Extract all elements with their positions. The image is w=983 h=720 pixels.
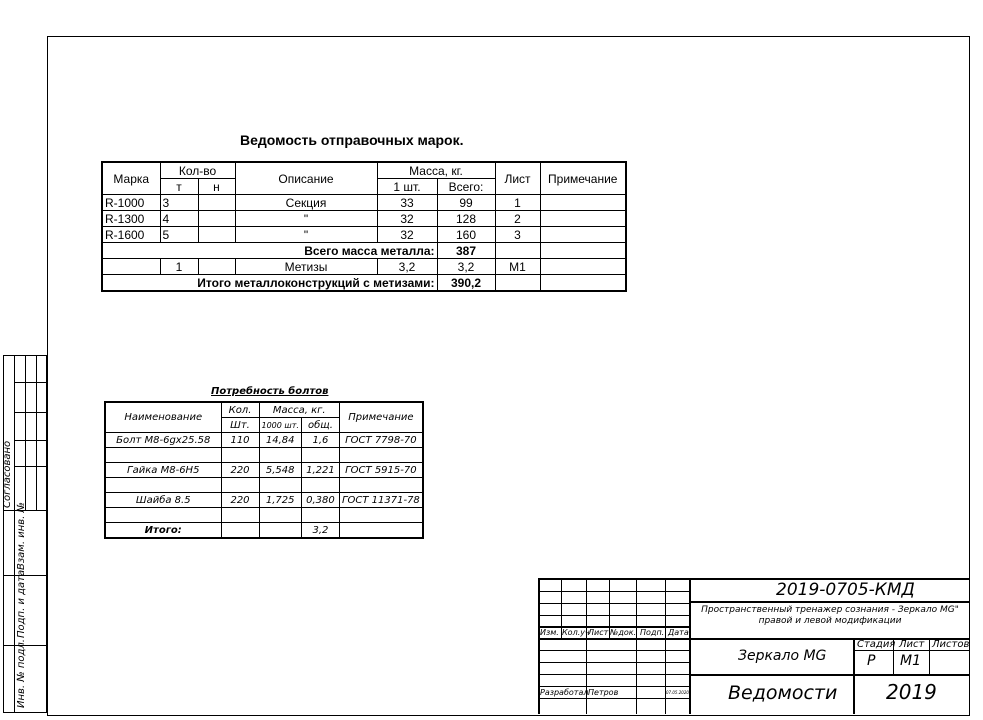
bolts-table-title: Потребность болтов: [211, 386, 329, 397]
header-qty: Кол-во: [160, 162, 235, 179]
col-kol: Кол.уч: [562, 628, 590, 637]
document-name: Ведомости: [728, 682, 838, 704]
bolt-cell-name: Гайка М8-6Н5: [105, 463, 221, 478]
table-row: [105, 493, 423, 508]
sheet-value: М1: [900, 653, 921, 669]
cell-mass-one: 33: [377, 195, 437, 211]
header-mass: Масса, кг.: [377, 162, 495, 179]
cell-note: [540, 227, 626, 243]
bolts-header-qty: Кол.: [221, 402, 259, 418]
cell-mark: [102, 259, 160, 275]
bolts-header-mass-1000: 1000 шт.: [259, 418, 301, 433]
cell-description: Метизы: [235, 259, 377, 275]
side-divider: [14, 440, 47, 441]
bolt-cell-note: ГОСТ 7798-70: [339, 433, 422, 448]
grand-total-value: 390,2: [437, 275, 495, 292]
cell-qty-t: 4: [160, 211, 198, 227]
cell-mark: R-1300: [102, 211, 160, 227]
cell-sheet: 3: [495, 227, 540, 243]
bolt-cell-mass-total: 1,221: [301, 463, 339, 478]
developer-date: 07.05.2020: [666, 690, 689, 695]
bolt-cell-mass-1000: 1,725: [259, 493, 301, 508]
total-metal-label: Всего масса металла:: [102, 243, 437, 259]
hardware-row: [102, 259, 626, 275]
table-row: [102, 227, 626, 243]
cell-description: ": [235, 227, 377, 243]
total-metal-value: 387: [437, 243, 495, 259]
cell-mass-one: 32: [377, 227, 437, 243]
cell-mark: R-1600: [102, 227, 160, 243]
side-label-inv-exchange: Взам. инв. №: [16, 502, 27, 570]
col-podp: Подп.: [640, 628, 665, 637]
bolt-cell-note: ГОСТ 11371-78: [339, 493, 422, 508]
col-data: Дата: [668, 628, 689, 637]
bolts-total-value: 3,2: [301, 523, 339, 539]
cell-qty-n: [198, 227, 235, 243]
bolt-cell-note: ГОСТ 5915-70: [339, 463, 422, 478]
main-table-title: Ведомость отправочных марок.: [240, 132, 464, 148]
cell-mass-total: 128: [437, 211, 495, 227]
side-divider: [14, 355, 15, 713]
cell-sheet: 2: [495, 211, 540, 227]
cell-qty-n: [198, 259, 235, 275]
side-divider: [14, 382, 47, 383]
cell-mass-total: 3,2: [437, 259, 495, 275]
table-row-empty: [105, 478, 423, 493]
bolts-header-name: Наименование: [105, 402, 221, 433]
col-izm: Изм.: [540, 628, 559, 637]
developer-name: Петров: [588, 688, 619, 697]
bolts-header-mass: Масса, кг.: [259, 402, 339, 418]
cell-sheet: 1: [495, 195, 540, 211]
header-mark: Марка: [102, 162, 160, 195]
cell-description: ": [235, 211, 377, 227]
cell-description: Секция: [235, 195, 377, 211]
cell-qty-t: 5: [160, 227, 198, 243]
side-label-agreed: Согласовано: [2, 440, 13, 508]
sheets-label: Листов: [932, 639, 970, 650]
object-name: Зеркало MG: [738, 648, 827, 664]
cell-note: [540, 195, 626, 211]
cell-mass-one: 3,2: [377, 259, 437, 275]
cell-note: [540, 259, 626, 275]
bolts-total-row: [105, 523, 423, 539]
bolt-cell-name: Болт М8-6gх25.58: [105, 433, 221, 448]
cell-qty-n: [198, 211, 235, 227]
header-qty-n: н: [198, 179, 235, 195]
side-label-sign-date: Подп. и дата: [16, 569, 27, 638]
bolts-total-label: Итого:: [105, 523, 221, 539]
bolt-cell-qty: 220: [221, 493, 259, 508]
header-note: Примечание: [540, 162, 626, 195]
stage-label: Стадия: [857, 639, 896, 650]
col-list: Лист: [588, 628, 609, 637]
project-name: Пространственный тренажер сознания - Зеркало MG" правой и левой модификации: [701, 605, 959, 626]
side-divider: [14, 466, 47, 467]
sheet-label: Лист: [899, 639, 925, 650]
bolt-cell-qty: 110: [221, 433, 259, 448]
side-label-inv-orig: Инв. № подл.: [16, 639, 27, 708]
doc-year: 2019: [886, 680, 937, 704]
bolt-cell-qty: 220: [221, 463, 259, 478]
side-divider: [25, 355, 26, 510]
grand-total-row: [102, 275, 626, 292]
bolts-table: [104, 401, 424, 539]
header-description: Описание: [235, 162, 377, 195]
cell-sheet: М1: [495, 259, 540, 275]
header-mass-total: Всего:: [437, 179, 495, 195]
table-row-empty: [105, 448, 423, 463]
col-ndok: №док.: [610, 628, 637, 637]
stage-value: Р: [867, 653, 876, 669]
developed-label: Разработал: [540, 688, 589, 697]
table-row: [105, 463, 423, 478]
bolt-cell-mass-1000: 14,84: [259, 433, 301, 448]
cell-mass-one: 32: [377, 211, 437, 227]
total-metal-row: [102, 243, 626, 259]
side-divider: [14, 412, 47, 413]
table-row-empty: [105, 508, 423, 523]
table-row: [102, 195, 626, 211]
grand-total-label: Итого металлоконструкций с метизами:: [102, 275, 437, 292]
bolt-cell-mass-total: 0,380: [301, 493, 339, 508]
bolt-cell-name: Шайба 8.5: [105, 493, 221, 508]
cell-mass-total: 99: [437, 195, 495, 211]
shipping-marks-table: [101, 161, 627, 292]
table-row: [102, 211, 626, 227]
cell-mark: R-1000: [102, 195, 160, 211]
cell-qty-t: 1: [160, 259, 198, 275]
bolt-cell-mass-1000: 5,548: [259, 463, 301, 478]
bolt-cell-mass-total: 1,6: [301, 433, 339, 448]
cell-note: [540, 211, 626, 227]
header-sheet: Лист: [495, 162, 540, 195]
header-mass-one: 1 шт.: [377, 179, 437, 195]
doc-code: 2019-0705-КМД: [776, 580, 915, 600]
bolts-header-qty-unit: Шт.: [221, 418, 259, 433]
cell-qty-t: 3: [160, 195, 198, 211]
cell-qty-n: [198, 195, 235, 211]
bolts-header-mass-total: общ.: [301, 418, 339, 433]
side-divider: [36, 355, 37, 510]
table-row: [105, 433, 423, 448]
bolts-header-note: Примечание: [339, 402, 422, 433]
cell-mass-total: 160: [437, 227, 495, 243]
header-qty-t: т: [160, 179, 198, 195]
